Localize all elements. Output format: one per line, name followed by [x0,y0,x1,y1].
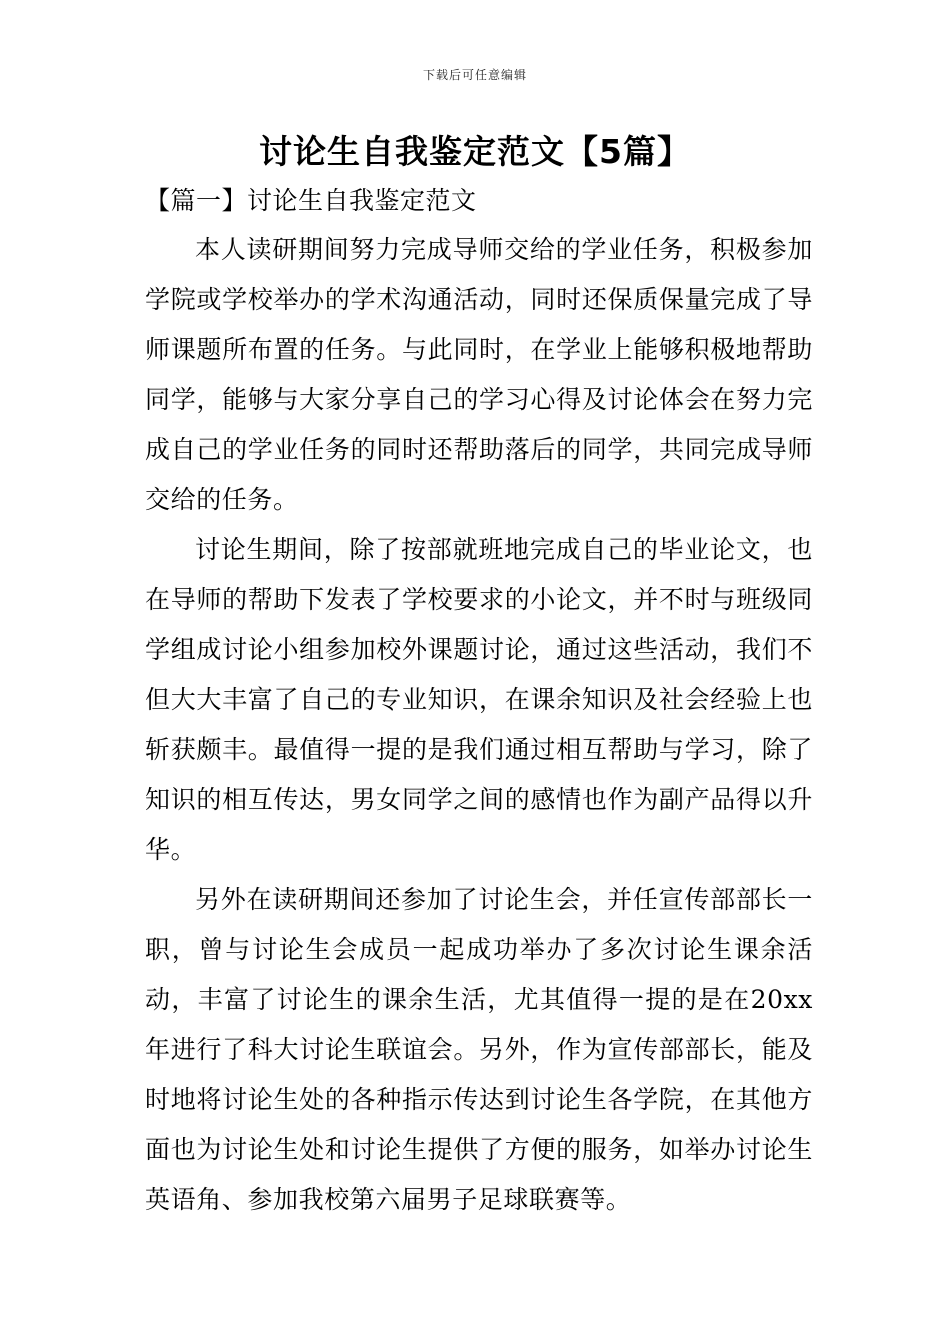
document-title: 讨论生自我鉴定范文【5篇】 [259,132,691,171]
paragraph-3: 另外在读研期间还参加了讨论生会，并任宣传部部长一职，曾与讨论生会成员一起成功举办了多次讨论生课余活动，丰富了讨论生的课余生活，尤其值得一提的是在20xx年进行了科大讨论生联谊会。另外，作为宣传部部长，能及时地将讨论生处的各种指示传达到讨论生各学院，在其他方面也为讨论生处和讨论生提供了方便的服务，如举办讨论生英语角、参加我校第六届男子足球联赛等。 [145,885,813,1214]
paragraph-2: 讨论生期间，除了按部就班地完成自己的毕业论文，也在导师的帮助下发表了学校要求的小论文，并不时与班级同学组成讨论小组参加校外课题讨论，通过这些活动，我们不但大大丰富了自己的专业知识，在课余知识及社会经验上也斩获颇丰。最值得一提的是我们通过相互帮助与学习，除了知识的相互传达，男女同学之间的感情也作为副产品得以升华。 [145,535,813,864]
document-body [145,225,813,1225]
paragraph-1: 本人读研期间努力完成导师交给的学业任务，积极参加学院或学校举办的学术沟通活动，同时还保质保量完成了导师课题所布置的任务。与此同时，在学业上能够积极地帮助同学，能够与大家分享自己的学习心得及讨论体会在努力完成自己的学业任务的同时还帮助落后的同学，共同完成导师交给的任务。 [145,235,813,514]
section-title: 【篇一】讨论生自我鉴定范文 [145,186,477,215]
header-note: 下载后可任意编辑 [422,68,527,82]
